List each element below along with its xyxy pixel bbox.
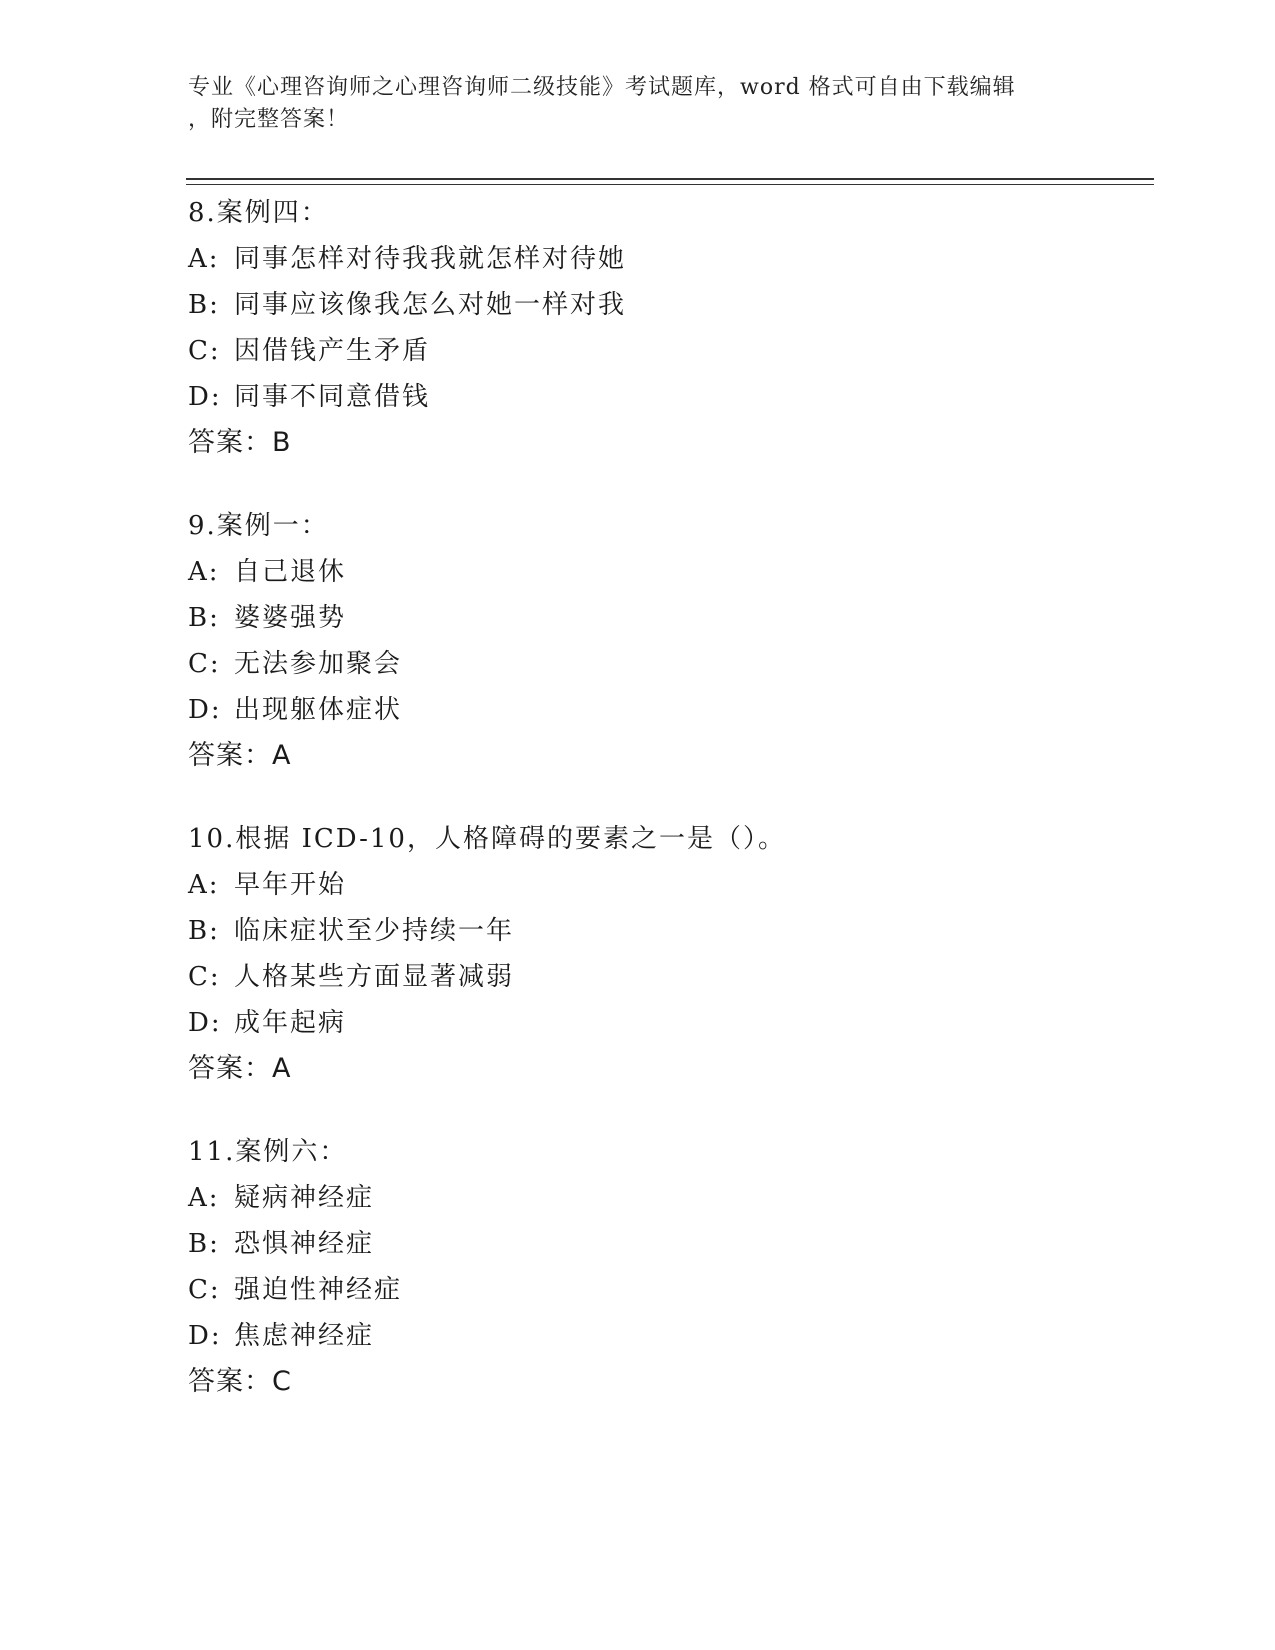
option-key: C: xyxy=(188,336,221,366)
header-divider-thin xyxy=(186,184,1154,185)
option-b xyxy=(188,282,1148,328)
option-key: B: xyxy=(188,1229,220,1259)
option-key: A: xyxy=(188,870,220,900)
option-key: C: xyxy=(188,962,221,992)
document-header xyxy=(188,72,1068,136)
option-text: 出现躯体症状 xyxy=(234,695,403,725)
option-b xyxy=(188,908,1148,954)
question-block xyxy=(188,1129,1148,1405)
option-key: B: xyxy=(188,290,220,320)
option-text: 成年起病 xyxy=(234,1008,347,1038)
option-key: D: xyxy=(188,695,222,725)
option-key: D: xyxy=(188,1008,222,1038)
option-key: A: xyxy=(188,244,220,274)
answer-line: 答案：C xyxy=(188,1366,292,1397)
option-d xyxy=(188,1000,1148,1046)
option-d xyxy=(188,687,1148,733)
question-block xyxy=(188,503,1148,779)
option-key: D: xyxy=(188,1321,222,1351)
option-key: B: xyxy=(188,916,220,946)
option-text: 同事应该像我怎么对她一样对我 xyxy=(234,290,627,320)
option-text: 自己退休 xyxy=(234,557,347,587)
option-text: 疑病神经症 xyxy=(234,1183,375,1213)
option-text: 早年开始 xyxy=(234,870,347,900)
option-c xyxy=(188,328,1148,374)
answer-line: 答案：B xyxy=(188,427,292,458)
option-text: 同事不同意借钱 xyxy=(234,382,431,412)
answer-line: 答案：A xyxy=(188,1053,292,1084)
question-list xyxy=(188,190,1148,1442)
option-b xyxy=(188,1221,1148,1267)
option-d xyxy=(188,374,1148,420)
option-d xyxy=(188,1313,1148,1359)
option-key: B: xyxy=(188,603,220,633)
option-c xyxy=(188,954,1148,1000)
question-title: 10.根据 ICD-10，人格障碍的要素之一是（）。 xyxy=(188,824,786,854)
option-key: A: xyxy=(188,557,220,587)
option-text: 恐惧神经症 xyxy=(234,1229,375,1259)
option-text: 强迫性神经症 xyxy=(234,1275,403,1305)
option-a xyxy=(188,236,1148,282)
question-block xyxy=(188,190,1148,466)
option-a xyxy=(188,549,1148,595)
option-b xyxy=(188,595,1148,641)
header-line-1: 专业《心理咨询师之心理咨询师二级技能》考试题库，word 格式可自由下载编辑 xyxy=(188,75,1016,100)
option-text: 无法参加聚会 xyxy=(234,649,403,679)
question-title: 11.案例六： xyxy=(188,1137,348,1167)
header-divider-thick xyxy=(186,178,1154,180)
option-text: 人格某些方面显著减弱 xyxy=(234,962,515,992)
option-key: D: xyxy=(188,382,222,412)
option-c xyxy=(188,1267,1148,1313)
option-key: C: xyxy=(188,1275,221,1305)
option-a xyxy=(188,862,1148,908)
option-key: C: xyxy=(188,649,221,679)
option-text: 婆婆强势 xyxy=(234,603,347,633)
option-c xyxy=(188,641,1148,687)
question-title: 8.案例四： xyxy=(188,198,329,228)
question-title: 9.案例一： xyxy=(188,511,329,541)
question-block xyxy=(188,816,1148,1092)
option-text: 临床症状至少持续一年 xyxy=(234,916,515,946)
option-text: 因借钱产生矛盾 xyxy=(234,336,431,366)
header-line-2: ，附完整答案！ xyxy=(188,107,350,132)
option-text: 焦虑神经症 xyxy=(234,1321,375,1351)
option-a xyxy=(188,1175,1148,1221)
option-key: A: xyxy=(188,1183,220,1213)
answer-line: 答案：A xyxy=(188,740,292,771)
option-text: 同事怎样对待我我就怎样对待她 xyxy=(234,244,627,274)
